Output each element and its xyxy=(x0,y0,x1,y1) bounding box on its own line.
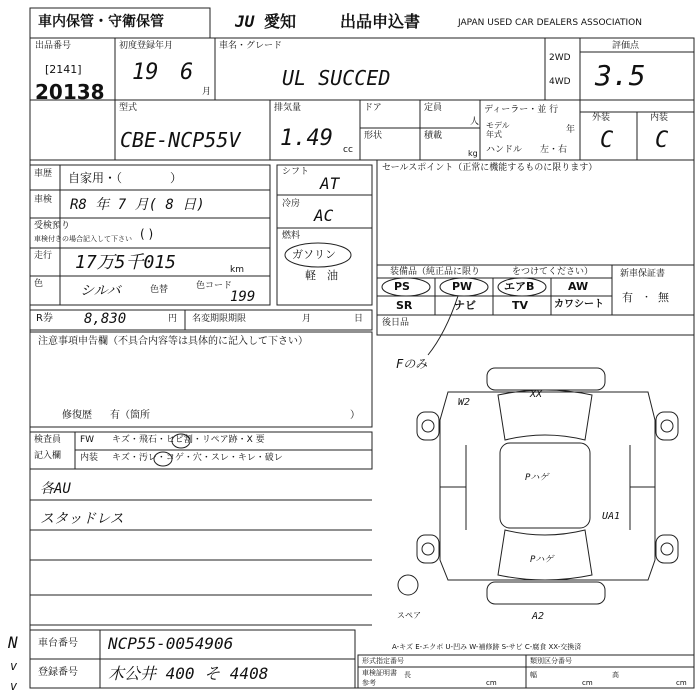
deadline-month: 月 xyxy=(302,314,312,324)
inspector-label: 検査員 xyxy=(34,435,62,445)
notes-label: 注意事項申告欄（不具合内容等は具体的に記入して下さい） xyxy=(38,336,308,347)
interior-head: 内装 xyxy=(80,453,99,463)
car-diagram xyxy=(398,368,678,604)
person-unit: 人 xyxy=(470,117,480,127)
equip-sr: SR xyxy=(396,299,413,312)
grade-label: 評価点 xyxy=(612,41,640,51)
lot-number: 20138 xyxy=(35,80,105,104)
mileage-value: 17万5千015 xyxy=(75,252,177,273)
color-code-label: 色コード xyxy=(196,281,233,291)
equip-navi: ナビ xyxy=(454,299,476,312)
margin-n: N xyxy=(8,633,18,652)
displacement-label: 排気量 xyxy=(274,103,302,113)
association-name: JAPAN USED CAR DEALERS ASSOCIATION xyxy=(458,18,642,28)
mileage-label: 走行 xyxy=(34,251,53,261)
shape-label: 形状 xyxy=(364,131,383,141)
model-year-label: モデル xyxy=(486,121,510,130)
model-code-label: 形式指定番号 xyxy=(362,657,404,665)
type-label: 型式 xyxy=(119,103,138,113)
equip-airbag: エアB xyxy=(504,280,535,293)
dealer-label: ディーラー・並 行 xyxy=(484,105,559,115)
fw-defects: キズ・飛石・ヒビ割・リペア跡・X 要 xyxy=(112,435,265,445)
shift-label: シフト xyxy=(282,167,310,177)
sales-point-label: セールスポイント（正常に機能するものに限ります） xyxy=(382,163,598,173)
height-cm: cm xyxy=(676,679,687,687)
ref-label: 参考 xyxy=(362,679,376,687)
warranty-none: 無 xyxy=(658,291,669,304)
year-label: 年式 xyxy=(486,130,502,139)
inspection-value: R8 年 7 月( 8 日) xyxy=(70,197,205,213)
interior-label: 内装 xyxy=(650,113,669,123)
recycle-label: R券 xyxy=(36,313,53,324)
ac-label: 冷房 xyxy=(282,199,301,209)
exterior-grade: C xyxy=(600,128,614,153)
brand-name: 愛知 xyxy=(264,12,297,31)
model-label: 車名・グレード xyxy=(219,41,283,51)
receipt-value: ( ) xyxy=(140,227,154,241)
repair-value: 有（箇所 xyxy=(110,410,150,421)
spare-label: スペア xyxy=(397,611,421,620)
repair-close: ） xyxy=(350,410,360,421)
interior-defects: キズ・汚レ・コゲ・穴・スレ・キレ・破レ xyxy=(112,453,283,463)
fuel-label: 燃料 xyxy=(282,231,301,241)
equipment-label-suffix: をつけてください） xyxy=(512,267,594,277)
mark-paint-peel-1: Pハゲ xyxy=(525,473,549,483)
chassis-label: 車台番号 xyxy=(38,638,78,649)
class-code-label: 類別区分番号 xyxy=(530,657,572,665)
displacement-value: 1.49 xyxy=(280,126,333,151)
month-unit: 月 xyxy=(202,87,212,97)
equip-ps: PS xyxy=(394,280,410,293)
lot-label: 出品番号 xyxy=(35,41,72,51)
warranty-label: 新車保証書 xyxy=(620,269,666,279)
handwritten-line-1: 各AU xyxy=(40,481,71,497)
ju-logo: JU xyxy=(235,12,255,31)
warranty-have: 有 xyxy=(622,291,633,304)
color-change-label: 色替 xyxy=(150,285,169,295)
repair-label: 修復歴 xyxy=(62,410,92,421)
year-unit: 年 xyxy=(566,125,576,135)
cert-height: 高 xyxy=(612,671,619,679)
mark-w2: W2 xyxy=(458,397,471,408)
margin-v-2: v xyxy=(10,679,18,693)
plate-value: 木公井 400 そ 4408 xyxy=(108,664,269,683)
kg-unit: kg xyxy=(468,149,478,158)
width-cm: cm xyxy=(582,679,593,687)
cc-unit: cc xyxy=(343,145,353,155)
handwritten-line-2: スタッドレス xyxy=(40,511,124,527)
after-date-label: 後日品 xyxy=(382,318,410,328)
model-value: UL SUCCED xyxy=(282,66,391,90)
storage-title: 車内保管・守衛保管 xyxy=(38,14,164,30)
fw-head: FW xyxy=(80,435,95,445)
handle-options: 左・右 xyxy=(540,145,568,155)
deadline-label: 名変期限期限 xyxy=(192,314,247,324)
shift-value: AT xyxy=(320,174,340,193)
mark-ua1: UA1 xyxy=(602,511,621,522)
fuel-diesel: 軽 油 xyxy=(305,269,338,282)
receipt-label: 受検預り xyxy=(34,221,71,231)
diagram-legend: A-キズ E-エクボ U-凹み W-補修跡 S-サビ C-腐食 XX-交換済 xyxy=(392,643,582,651)
plate-label: 登録番号 xyxy=(38,667,78,678)
fuel-gasoline: ガソリン xyxy=(292,248,336,261)
warranty-separator: ・ xyxy=(642,293,652,303)
color-value: シルバ xyxy=(80,283,121,299)
lot-sub-number: [2141] xyxy=(45,63,82,76)
capacity-label: 定員 xyxy=(424,103,443,113)
recycle-value: 8,830 xyxy=(84,311,127,327)
cert-length: 長 xyxy=(404,671,411,679)
yen-unit: 円 xyxy=(168,314,178,324)
history-label: 車歴 xyxy=(34,169,53,179)
registration-label: 初度登録年月 xyxy=(119,41,174,51)
inspector-label-2: 記入欄 xyxy=(34,451,62,461)
color-code-value: 199 xyxy=(230,289,256,305)
margin-v-1: v xyxy=(10,659,18,673)
registration-month: 6 xyxy=(180,60,194,85)
grade-value: 3.5 xyxy=(595,59,646,92)
equipment-label: 装備品（純正品に限り xyxy=(390,267,481,277)
inspection-label: 車検 xyxy=(34,195,53,205)
mark-paint-peel-2: Pハゲ xyxy=(530,555,554,565)
drive-2wd: 2WD xyxy=(549,53,571,63)
registration-year: 19 xyxy=(132,60,159,85)
deadline-day: 日 xyxy=(354,314,364,324)
ac-value: AC xyxy=(314,206,334,225)
length-cm: cm xyxy=(486,679,497,687)
type-value: CBE-NCP55V xyxy=(120,128,241,152)
door-label: ドア xyxy=(364,103,382,113)
history-value: 自家用・（ ） xyxy=(68,171,183,185)
cert-width: 幅 xyxy=(530,671,537,679)
load-label: 積載 xyxy=(424,131,443,141)
exterior-label: 外装 xyxy=(592,113,611,123)
equip-tv: TV xyxy=(512,299,529,312)
mark-a2: A2 xyxy=(532,611,545,622)
drive-4wd: 4WD xyxy=(549,77,571,87)
km-unit: km xyxy=(230,265,244,275)
interior-grade: C xyxy=(655,128,669,153)
cert-label: 車検証明書 xyxy=(362,669,397,677)
mark-xx: XX xyxy=(530,389,543,400)
handle-label: ハンドル xyxy=(486,145,523,155)
equip-pw: PW xyxy=(452,280,473,293)
handwritten-f-only: Fのみ xyxy=(396,357,428,371)
color-label: 色 xyxy=(34,279,44,289)
form-title: 出品申込書 xyxy=(340,12,421,31)
equip-leather-seat: カワシート xyxy=(554,299,604,310)
chassis-value: NCP55-0054906 xyxy=(108,634,234,653)
equip-aw: AW xyxy=(568,280,589,293)
receipt-note: 車検付きの場合記入して下さい xyxy=(34,235,132,243)
